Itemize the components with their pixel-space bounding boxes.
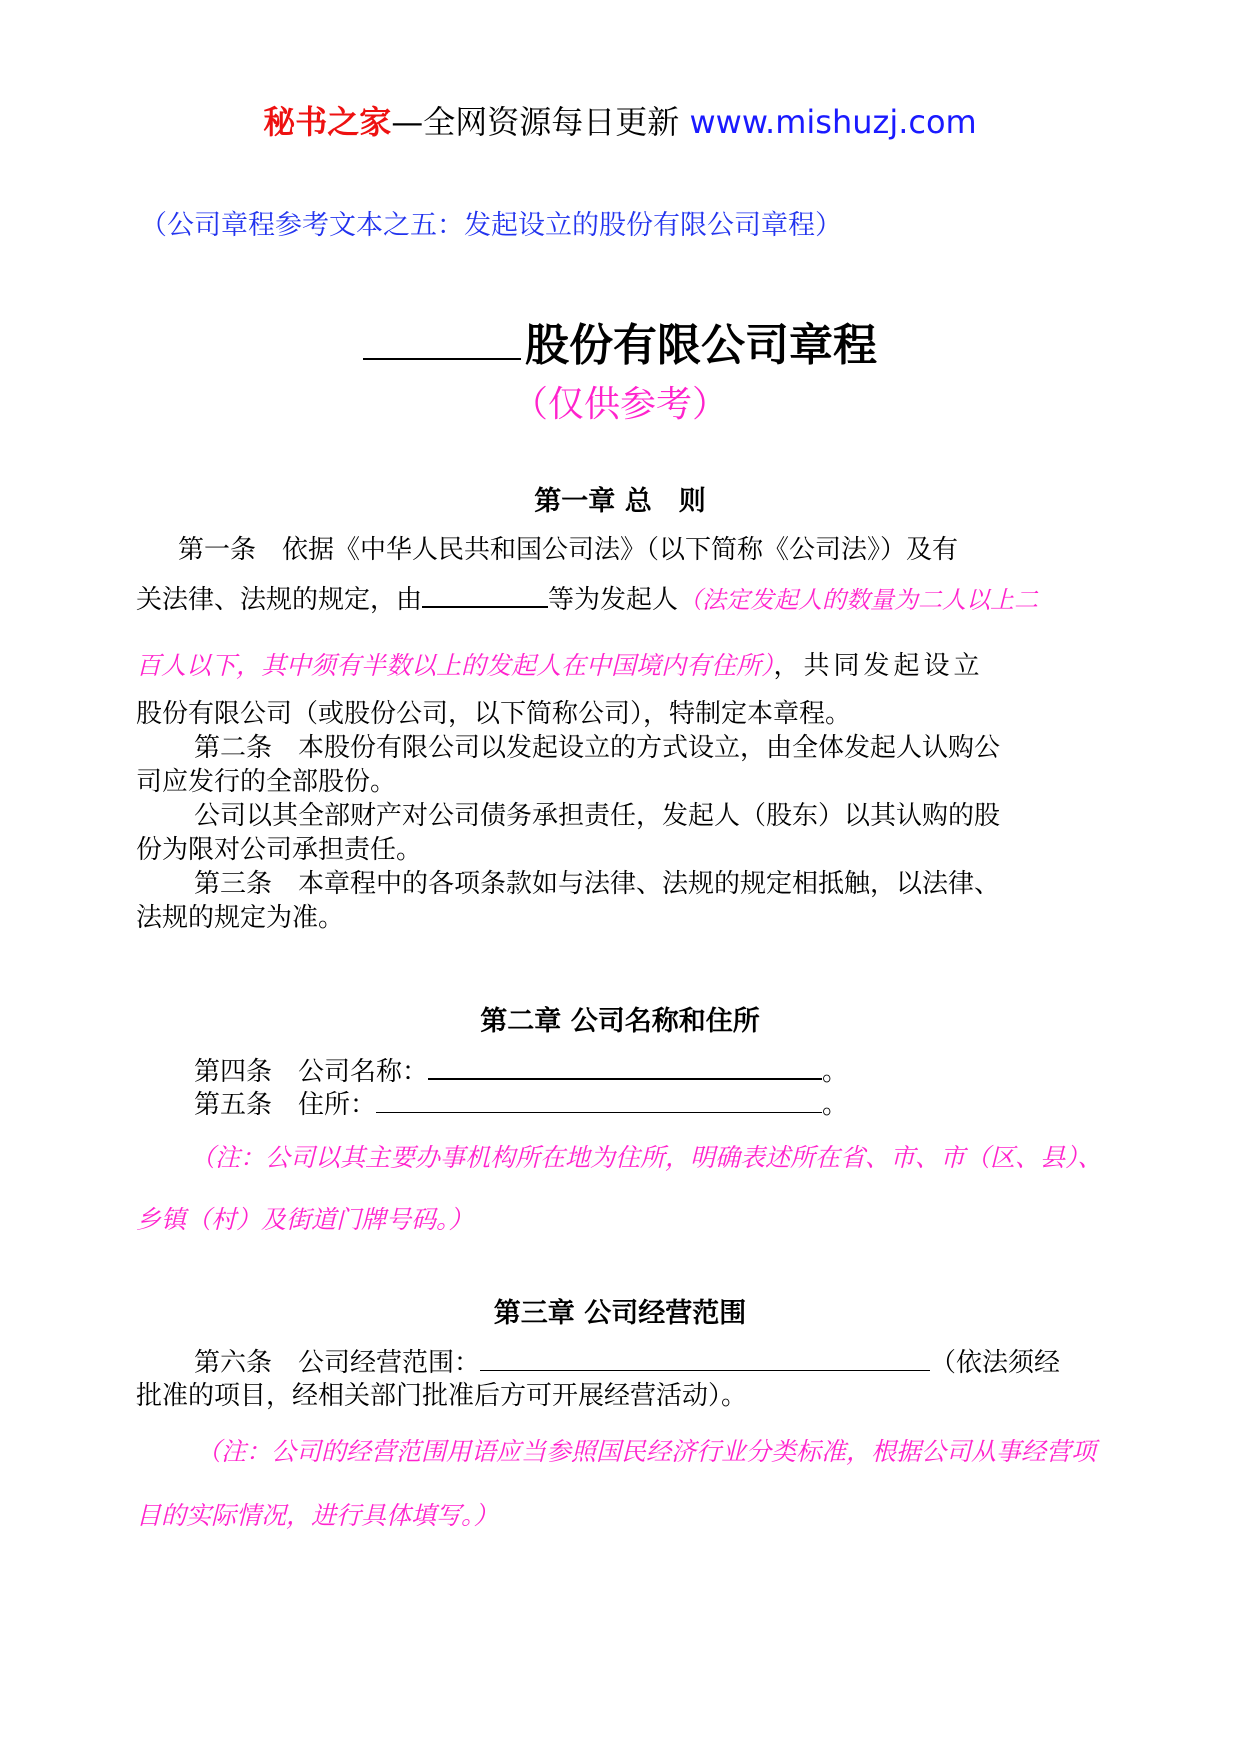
article6-tail: （依法须经 [930,1348,1061,1378]
article1-line4: 股份有限公司（或股份公司，以下简称公司），特制定本章程。 [136,699,852,729]
article3-line2: 法规的规定为准。 [136,903,345,933]
article6-line1 [194,1344,1060,1381]
company-name-blank [363,318,521,360]
article1-line2 [136,580,1038,618]
address-field[interactable] [376,1086,822,1113]
reference-only-note: （仅供参考） [511,384,728,425]
document-subtitle: （公司章程参考文本之五：发起设立的股份有限公司章程） [140,210,842,241]
article2-line4: 份为限对公司承担责任。 [136,835,423,865]
chapter1-heading: 第一章 总 则 [534,486,706,517]
chapter2-note-line1: （注：公司以其主要办事机构所在地为住所，明确表述所在省、市、市（区、县）、 [190,1143,1103,1172]
document-title-text: 股份有限公司章程 [525,320,877,371]
article6-label: 第六条 公司经营范围： [194,1348,481,1378]
chapter2-heading: 第二章 公司名称和住所 [480,1006,760,1037]
article1-line2-text-b: 等为发起人 [548,585,679,615]
founders-blank [422,580,548,608]
article1-line3 [136,648,984,684]
company-name-field[interactable] [428,1052,822,1080]
article5-period: 。 [822,1090,849,1120]
chapter3-note-line1: （注：公司的经营范围用语应当参照国民经济行业分类标准，根据公司从事经营项 [196,1437,1097,1466]
document-title [0,318,1240,373]
chapter3-note-line2: 目的实际情况，进行具体填写。） [136,1501,499,1530]
chapter3-heading: 第三章 公司经营范围 [493,1298,747,1329]
article4-label: 第四条 公司名称： [194,1057,429,1087]
article1-note-a: （法定发起人的数量为二人以上二 [678,586,1039,614]
article1-line2-text-a: 关法律、法规的规定，由 [136,585,423,615]
article2-line1: 第二条 本股份有限公司以发起设立的方式设立，由全体发起人认购公 [194,733,1001,763]
banner-brand: 秘书之家 [263,103,392,141]
article1-line1: 第一条 依据《中华人民共和国公司法》（以下简称《公司法》）及有 [178,535,959,565]
article4-period: 。 [822,1057,849,1087]
banner-tagline: —全网资源每日更新 [391,103,680,141]
article3-line1: 第三条 本章程中的各项条款如与法律、法规的规定相抵触，以法律、 [194,869,1001,899]
business-scope-field[interactable] [480,1344,930,1371]
site-banner [0,102,1240,142]
article6-line2: 批准的项目，经相关部门批准后方可开展经营活动）。 [136,1381,748,1411]
article5-line [194,1086,848,1123]
article2-line2: 司应发行的全部股份。 [136,767,397,797]
article2-line3: 公司以其全部财产对公司债务承担责任，发起人（股东）以其认购的股 [194,801,1001,831]
chapter2-note-line2: 乡镇（村）及街道门牌号码。） [136,1205,474,1234]
article5-label: 第五条 住所： [194,1090,377,1120]
article1-note-b: 百人以下，其中须有半数以上的发起人在中国境内有住所） [136,651,774,680]
article4-line [194,1052,848,1090]
article1-line3-tail: ，共同发起设立 [773,651,984,681]
banner-url-link[interactable]: www.mishuzj.com [689,103,977,141]
